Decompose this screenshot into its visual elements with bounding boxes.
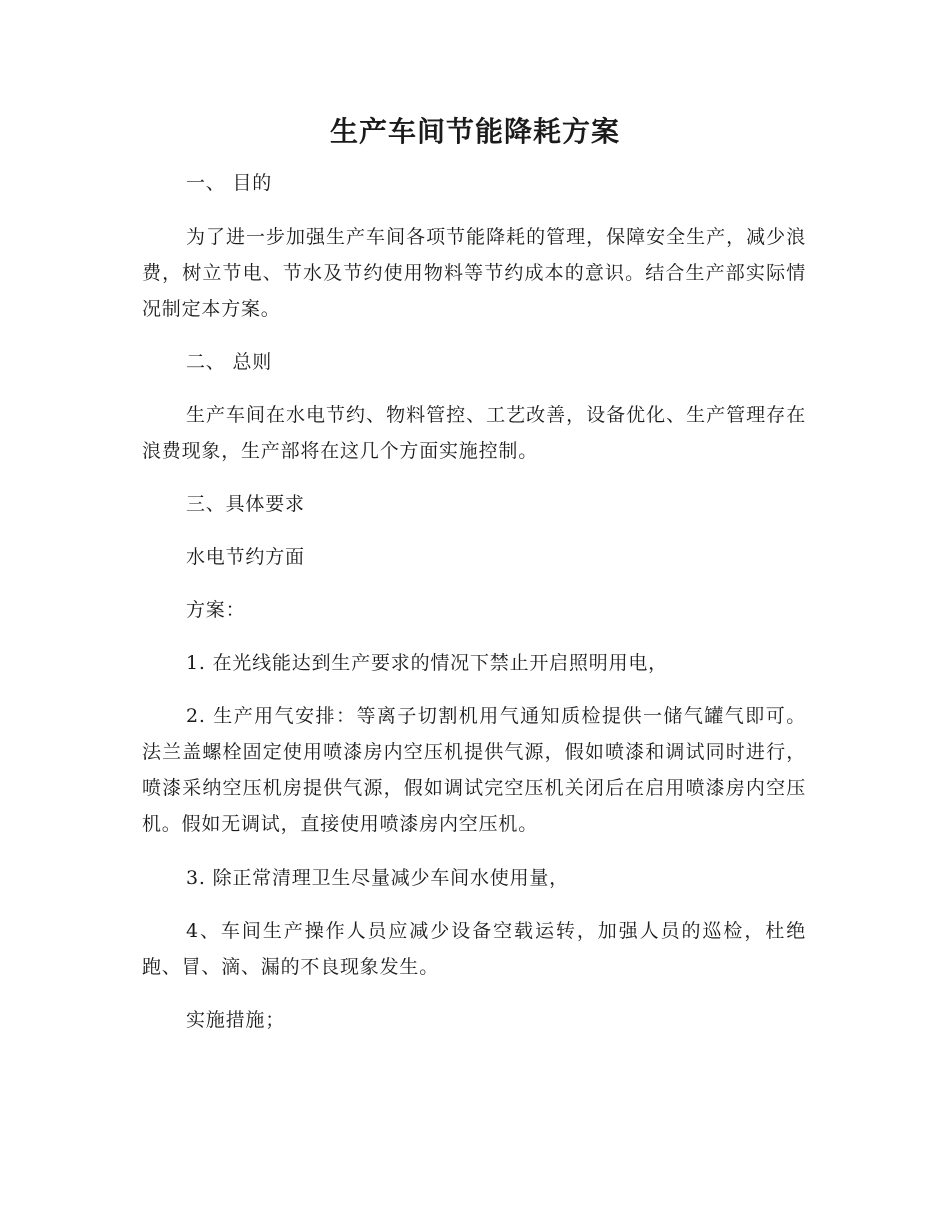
plan-item-4: 4、车间生产操作人员应减少设备空载运转，加强人员的巡检，杜绝跑、冒、滴、漏的不良现象发生。 [142, 920, 806, 978]
section-body-general: 生产车间在水电节约、物料管控、工艺改善，设备优化、生产管理存在浪费现象，生产部将在这几个方面实施控制。 [142, 404, 806, 462]
plan-item-2: 2. 生产用气安排：等离子切割机用气通知质检提供一储气罐气即可。法兰盖螺栓固定使用喷漆房内空压机提供气源，假如喷漆和调试同时进行，喷漆采纳空压机房提供气源，假如调试完空压机关闭后在启用喷漆房内空压机。假如无调试，直接使用喷漆房内空压机。 [142, 705, 806, 835]
document-title: 生产车间节能降耗方案 [329, 115, 620, 148]
plan-item-1: 1. 在光线能达到生产要求的情况下禁止开启照明用电， [186, 652, 668, 674]
subsection-heading-water-electricity: 水电节约方面 [186, 546, 305, 568]
section-heading-purpose: 一、 目的 [186, 172, 273, 194]
section-body-purpose: 为了进一步加强生产车间各项节能降耗的管理，保障安全生产，减少浪费，树立节电、节水及节约使用物料等节约成本的意识。结合生产部实际情况制定本方案。 [142, 226, 806, 320]
section-heading-general: 二、 总则 [186, 351, 273, 373]
plan-label: 方案： [186, 599, 246, 621]
plan-item-3: 3. 除正常清理卫生尽量减少车间水使用量， [186, 867, 569, 889]
measures-label: 实施措施； [186, 1009, 286, 1031]
section-heading-requirements: 三、具体要求 [186, 493, 305, 515]
